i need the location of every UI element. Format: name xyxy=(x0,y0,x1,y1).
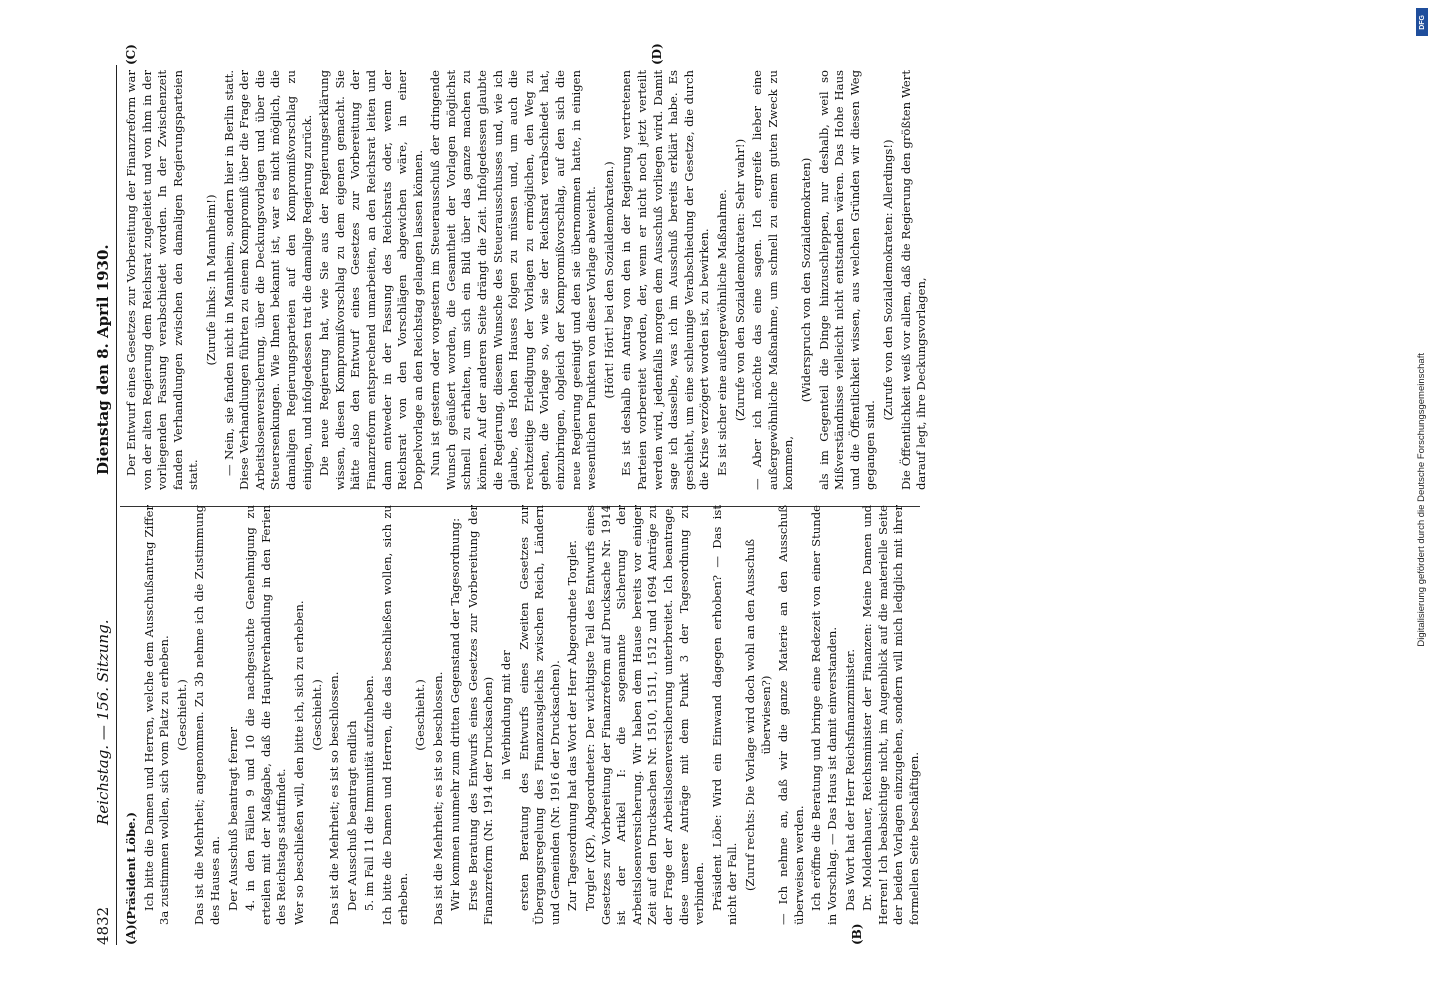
header-left-title: Reichstag. — 156. Sitzung. xyxy=(94,619,112,825)
page-number: 4832 xyxy=(94,906,112,945)
paragraph: Der Ausschuß beantragt endlich xyxy=(344,720,359,911)
digitization-note xyxy=(1410,0,1432,1000)
header-right-title: Dienstag den 8. April 1930. xyxy=(94,244,112,475)
paragraph: in Verbindung mit der xyxy=(499,650,514,780)
paragraph: 5. im Fall 11 die Immunität aufzuheben. xyxy=(362,675,377,911)
paragraph: (Zuruf rechts: Die Vorlage wird doch wohl an den Ausschuß überwiesen?) xyxy=(742,538,773,892)
logo-label: DFG xyxy=(1418,14,1426,30)
paragraph: Nun ist gestern oder vorgestern im Steuerausschuß der dringende Wunsch geäußert worden, die Gesamtheit der Vorlagen möglichst schnell zu erhalten, um sich ein Bild über das ganze machen zu können. Auf der anderen Seite drängt die Zeit. Infolgedessen glaubte die Regierung, diesem Wunsche des Steuerausschusses und, wie ich glaube, des Hohen Hauses folgen zu müssen und, um auch die rechtzeitige Erledigung der Vorlagen zu ermöglichen, den Weg zu gehen, die Vorlage so, wie sie der Reichsrat verabschiedet hat, einzubringen, obgleich der Kompromißvorschlag, auf den sich die neue Regierung geeinigt und den sie übernommen hatte, in einigen wesentlichen Punkten von dieser Vorlage abweicht. xyxy=(428,70,599,490)
digitization-note-text: Digitalisierung gefördert durch die Deutsche Forschungsgemeinschaft xyxy=(1415,353,1427,647)
paragraph: Das ist die Mehrheit; es ist so beschlossen. xyxy=(327,671,342,925)
paragraph: Wer so beschließen will, den bitte ich, sich zu erheben. xyxy=(291,600,306,925)
paragraph: ersten Beratung des Entwurfs eines Zweiten Gesetzes zur Übergangsregelung des Finanzausgleichs zwischen Reich, Ländern und Gemeinden (Nr. 1916 der Drucksachen). xyxy=(516,505,562,925)
paragraph: Es ist deshalb ein Antrag von den in der Regierung vertretenen Parteien vorbereitet worden, der, wenn er nicht noch jetzt verteilt werden wird, jedenfalls morgen dem Ausschuß vorliegen wird. Damit sage ich dasselbe, was ich im Ausschuß bereits erklärt habe. Es geschieht, um eine schleunige Verabschiedung der Gesetze, die durch die Krise verzögert worden ist, zu bewirken. xyxy=(619,70,712,490)
left-column xyxy=(124,505,925,925)
paragraph: Das ist die Mehrheit; es ist so beschlossen. xyxy=(430,671,445,925)
paragraph: Es ist sicher eine außergewöhnliche Maßnahme. xyxy=(714,189,729,476)
paragraph: als im Gegenteil die Dinge hinzuschleppen, nur deshalb, weil so Mißverständnisse vielleicht nicht entstanden wären. Das Hohe Haus und die Öffentlichkeit wissen, aus welchen Gründen wir diesen Weg gegangen sind. xyxy=(816,70,878,490)
paragraph: Ich eröffne die Beratung und bringe eine Redezeit von einer Stunde in Vorschlag. — Das Haus ist damit einverstanden. xyxy=(809,505,839,925)
page-header xyxy=(90,65,117,945)
paragraph: Der Entwurf eines Gesetzes zur Vorbereitung der Finanzreform war von der alten Regierung dem Reichsrat zugeleitet und von ihm in der vorliegenden Fassung verabschiedet worden. In der Zwischenzeit fanden Verhandlungen zwischen den damaligen Regierungsparteien statt. xyxy=(124,70,201,490)
paragraph: (Präsident Löbe.) xyxy=(124,812,138,925)
paragraph: (Widerspruch von den Sozialdemokraten) xyxy=(798,157,813,403)
paragraph: Zur Tagesordnung hat das Wort der Herr Abgeordnete Torgler. xyxy=(565,540,580,911)
margin-marker-d: (D) xyxy=(650,43,664,65)
paragraph: (Zurufe links: In Mannheim!) xyxy=(203,194,218,366)
paragraph: — Nein, sie fanden nicht in Mannheim, sondern hier in Berlin statt. Diese Verhandlungen führten zu einem Kompromiß über die Frage der Arbeitslosenversicherung, über die Deckungsvorlagen und über die Steuersenkungen. Wie Ihnen bekannt ist, war es nicht möglich, die damaligen Regierungsparteien auf den Kompromißvorschlag zu einigen, und infolgedessen trat die damalige Regierung zurück. xyxy=(221,70,314,490)
rotated-document-page xyxy=(90,45,1330,945)
paragraph: (Geschieht.) xyxy=(309,679,324,751)
paragraph: Wir kommen nunmehr zum dritten Gegenstand der Tagesordnung: xyxy=(448,518,463,911)
paragraph: Die neue Regierung hat, wie Sie aus der Regierungserklärung wissen, diesen Kompromißvorschlag zu dem eigenen gemacht. Sie hätte also den Entwurf eines Gesetzes zur Vorbereitung der Finanzreform entsprechend umarbeiten, an den Reichsrat leiten und dann entweder in der Fassung des Reichsrats oder, wenn der Reichsrat von den Vorschlägen abgewichen wäre, in einer Doppelvorlage an den Reichstag gelangen lassen können. xyxy=(317,70,425,490)
paragraph: Ich bitte die Damen und Herren, welche dem Ausschußantrag Ziffer 3a zustimmen wollen, sich vom Platz zu erheben. xyxy=(141,505,172,925)
paragraph: 4. in den Fällen 9 und 10 die nachgesuchte Genehmigung zu erteilen mit der Maßgabe, daß die Hauptverhandlung in den Ferien des Reichstags stattfindet. xyxy=(243,505,289,925)
paragraph: — Ich nehme an, daß wir die ganze Materie an den Ausschuß überweisen werden. xyxy=(776,505,806,925)
paragraph: Die Öffentlichkeit weiß vor allem, daß die Regierung den größten Wert darauf legt, ihre Deckungsvorlagen, xyxy=(898,70,929,490)
paragraph: (Zurufe von den Sozialdemokraten: Sehr wahr!) xyxy=(732,138,747,422)
paragraph: (Zurufe von den Sozialdemokraten: Allerdings!) xyxy=(880,139,895,421)
paragraph: Ich bitte die Damen und Herren, die das beschließen wollen, sich zu erheben. xyxy=(379,505,410,925)
paragraph: Das Wort hat der Herr Reichsfinanzminister. xyxy=(842,648,857,911)
margin-marker-a: (A) xyxy=(124,924,138,945)
margin-marker-b: (B) xyxy=(850,923,864,945)
paragraph: Torgler (KP), Abgeordneter: Der wichtigste Teil des Entwurfs eines Gesetzes zur Vorbereitung der Finanzreform auf Drucksache Nr. 1914 ist der Artikel I: die sogenannte Sicherung der Arbeitslosenversicherung. Wir haben dem Hause bereits vor einiger Zeit auf den Drucksachen Nr. 1510, 1511, 1512 und 1694 Anträge zu der Frage der Arbeitslosenversicherung unterbreitet. Ich beantrage, diese unsere Anträge mit dem Punkt 3 der Tagesordnung zu verbinden. xyxy=(583,505,707,925)
paragraph: (Hört! Hört! bei den Sozialdemokraten.) xyxy=(601,161,616,399)
paragraph: Dr. Moldenhauer, Reichsminister der Finanzen: Meine Damen und Herren! Ich beabsichtige nicht, im Augenblick auf die materielle Seite der beiden Vorlagen einzugehen, sondern will mich lediglich mit ihrer formellen Seite beschäftigen. xyxy=(860,505,921,925)
paragraph: Der Ausschuß beantragt ferner xyxy=(225,726,240,911)
paragraph: Das ist die Mehrheit; angenommen. Zu 3b nehme ich die Zustimmung des Hauses an. xyxy=(192,505,222,925)
right-column xyxy=(124,70,932,490)
margin-marker-c: (C) xyxy=(124,44,138,65)
paragraph: (Geschieht.) xyxy=(174,679,189,751)
paragraph: (Geschieht.) xyxy=(413,679,428,751)
paragraph: Präsident Löbe: Wird ein Einwand dagegen erhoben? — Das ist nicht der Fall. xyxy=(709,505,740,925)
paragraph: Erste Beratung des Entwurfs eines Gesetzes zur Vorbereitung der Finanzreform (Nr. 1914 der Drucksachen) xyxy=(465,505,496,925)
paragraph: — Aber ich möchte das eine sagen. Ich ergreife lieber eine außergewöhnliche Maßnahme, um schnell zu einem guten Zweck zu kommen, xyxy=(750,70,796,490)
